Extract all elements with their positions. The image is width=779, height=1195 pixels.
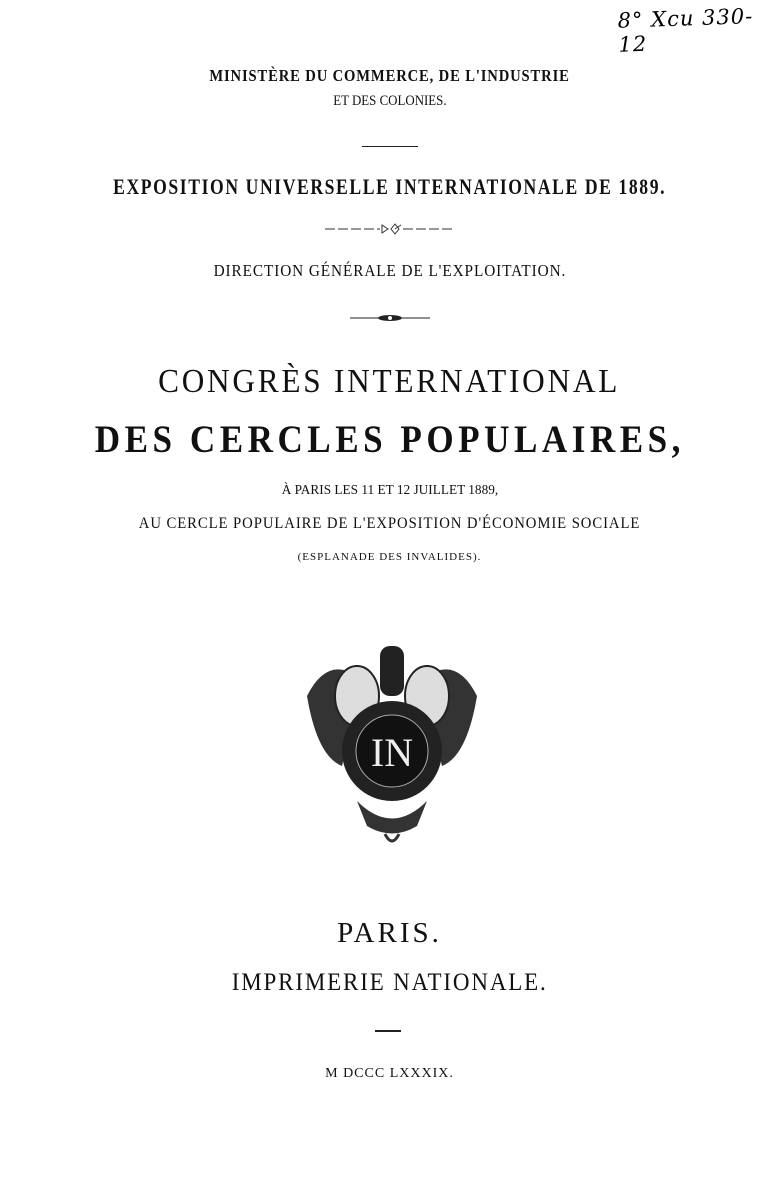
- congress-dates: [0, 483, 779, 499]
- ministry-text: MINISTÈRE DU COMMERCE, DE L'INDUSTRIE: [209, 66, 570, 85]
- venue-text: AU CERCLE POPULAIRE DE L'EXPOSITION D'ÉCONOMIE SOCIALE: [138, 515, 641, 532]
- imprint-printer: [0, 969, 779, 997]
- title-text-1: CONGRÈS INTERNATIONAL: [158, 363, 621, 400]
- location-text: (ESPLANADE DES INVALIDES).: [297, 551, 482, 563]
- direction-text: DIRECTION GÉNÉRALE DE L'EXPLOITATION.: [213, 261, 566, 280]
- exposition-text: EXPOSITION UNIVERSELLE INTERNATIONALE DE 1889.: [112, 174, 666, 199]
- ministry-line-1: [0, 66, 779, 86]
- direction-heading: [0, 261, 779, 281]
- printer-text: IMPRIMERIE NATIONALE.: [231, 969, 548, 996]
- dates-text: À PARIS LES 11 ET 12 JUILLET 1889,: [281, 483, 498, 498]
- congress-venue: [0, 515, 779, 533]
- title-text-2: DES CERCLES POPULAIRES,: [94, 418, 685, 461]
- imprint-city: [0, 917, 779, 950]
- ornament-divider: [0, 222, 779, 241]
- divider-rule: [362, 146, 418, 147]
- year-text: M DCCC LXXXIX.: [325, 1066, 454, 1081]
- city-text: PARIS.: [337, 917, 442, 949]
- divider-rule-2: [375, 1030, 401, 1032]
- title-line-2: [0, 417, 779, 462]
- imprimerie-nationale-emblem: [297, 636, 487, 848]
- congress-location: [0, 551, 779, 563]
- ornament-divider-2: [0, 311, 779, 329]
- svg-text:IN: IN: [370, 730, 414, 775]
- exposition-heading: [0, 174, 779, 200]
- ministry-text-2: ET DES COLONIES.: [332, 93, 447, 109]
- title-line-1: [0, 363, 779, 401]
- handwritten-shelfmark: 8° Xcu 330-12: [617, 4, 754, 57]
- imprint-year: [0, 1066, 779, 1082]
- ministry-line-2: [0, 93, 779, 110]
